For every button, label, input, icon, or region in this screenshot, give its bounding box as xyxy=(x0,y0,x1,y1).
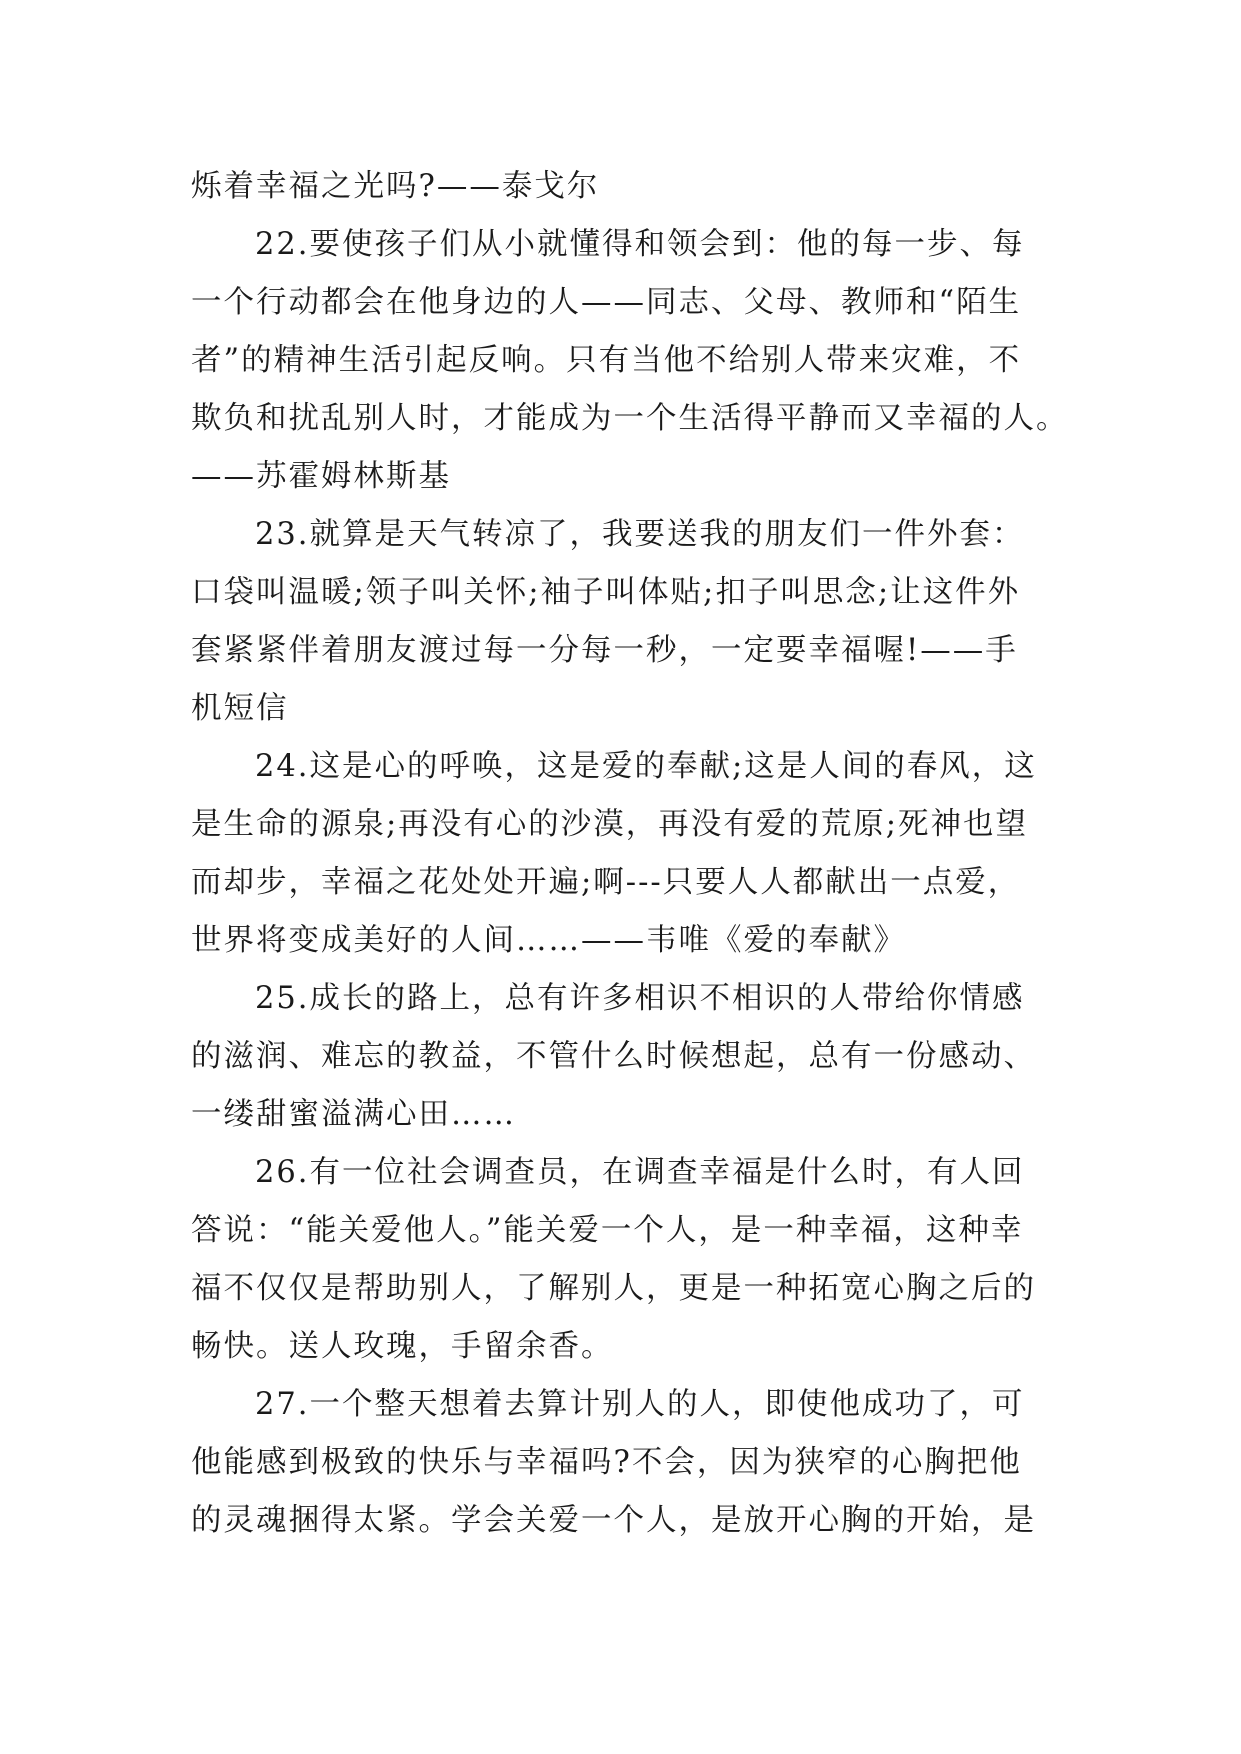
document-body xyxy=(191,158,1071,1550)
text-line: 的滋润、难忘的教益，不管什么时候想起，总有一份感动、 xyxy=(191,1039,1036,1074)
text-line: 套紧紧伴着朋友渡过每一分每一秒，一定要幸福喔!——手 xyxy=(191,633,1018,668)
paragraph-start-27: 27.一个整天想着去算计别人的人，即使他成功了，可 xyxy=(255,1387,1025,1422)
text-line: ——苏霍姆林斯基 xyxy=(191,459,451,494)
text-line: 一个行动都会在他身边的人——同志、父母、教师和“陌生 xyxy=(191,285,1022,320)
text-line: 他能感到极致的快乐与幸福吗?不会，因为狭窄的心胸把他 xyxy=(191,1445,1022,1480)
paragraph-start-22: 22.要使孩子们从小就懂得和领会到：他的每一步、每 xyxy=(255,227,1025,262)
text-line: 口袋叫温暖;领子叫关怀;袖子叫体贴;扣子叫思念;让这件外 xyxy=(191,575,1021,610)
text-line: 世界将变成美好的人间……——韦唯《爱的奉献》 xyxy=(191,923,906,958)
paragraph-start-26: 26.有一位社会调查员，在调查幸福是什么时，有人回 xyxy=(255,1155,1025,1190)
text-line: 烁着幸福之光吗?——泰戈尔 xyxy=(191,169,600,204)
paragraph-start-23: 23.就算是天气转凉了，我要送我的朋友们一件外套： xyxy=(255,517,1025,552)
text-line: 福不仅仅是帮助别人，了解别人，更是一种拓宽心胸之后的 xyxy=(191,1271,1036,1306)
text-line: 欺负和扰乱别人时，才能成为一个生活得平静而又幸福的人。 xyxy=(191,401,1069,436)
text-line: 而却步，幸福之花处处开遍;啊---只要人人都献出一点爱， xyxy=(191,865,1021,900)
text-line: 的灵魂捆得太紧。学会关爱一个人，是放开心胸的开始，是 xyxy=(191,1503,1036,1538)
text-line: 答说：“能关爱他人。”能关爱一个人，是一种幸福，这种幸 xyxy=(191,1213,1024,1248)
text-line: 是生命的源泉;再没有心的沙漠，再没有爱的荒原;死神也望 xyxy=(191,807,1029,842)
paragraph-start-25: 25.成长的路上，总有许多相识不相识的人带给你情感 xyxy=(255,981,1025,1016)
text-line: 一缕甜蜜溢满心田…… xyxy=(191,1097,516,1132)
text-line: 畅快。送人玫瑰，手留余香。 xyxy=(191,1329,614,1364)
paragraph-start-24: 24.这是心的呼唤，这是爱的奉献;这是人间的春风，这 xyxy=(255,749,1037,784)
text-line: 者”的精神生活引起反响。只有当他不给别人带来灾难，不 xyxy=(191,343,1022,378)
text-line: 机短信 xyxy=(191,691,289,726)
